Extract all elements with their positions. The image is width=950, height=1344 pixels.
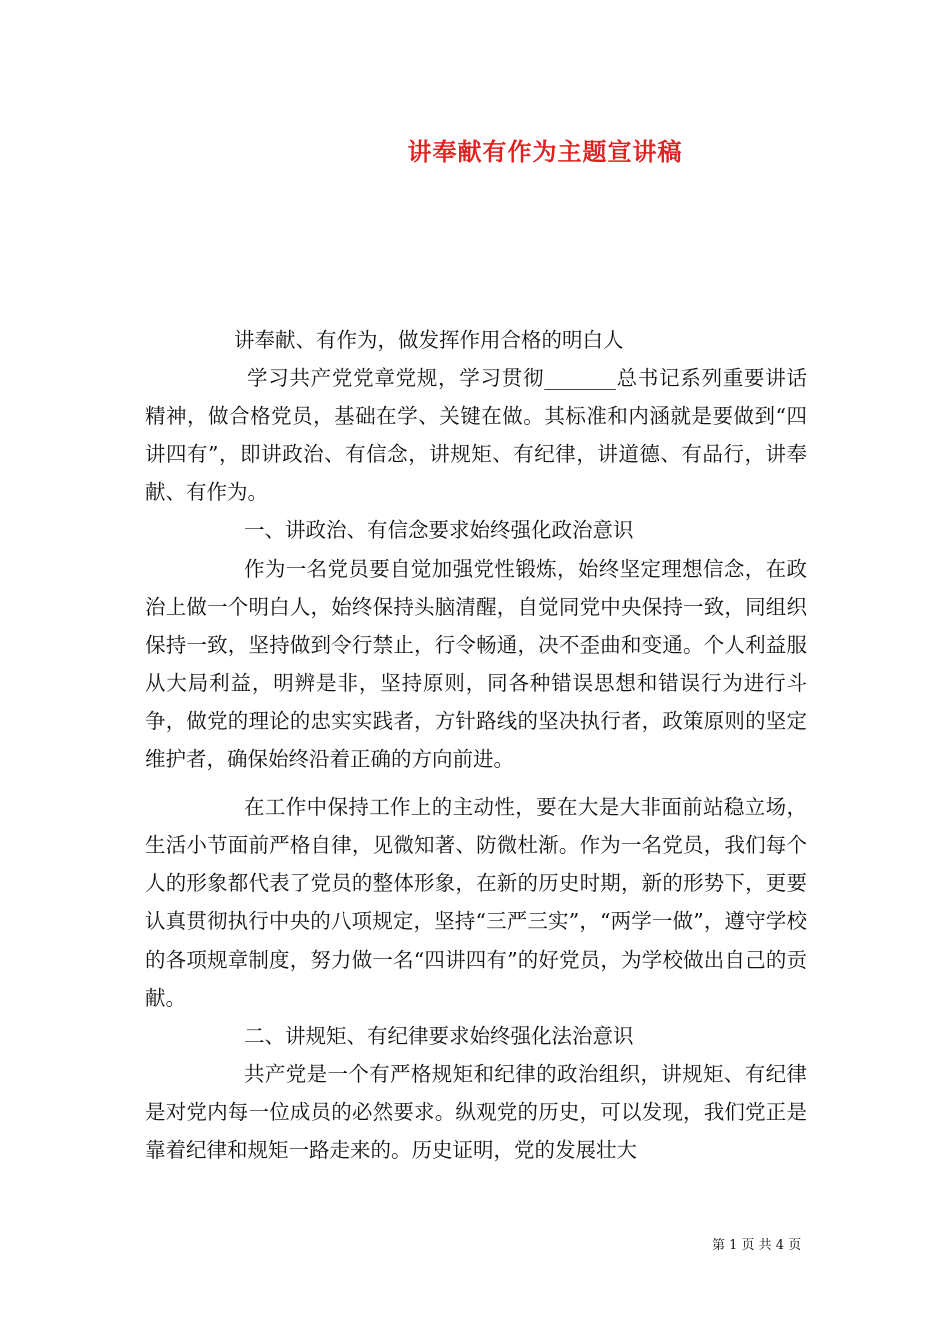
paragraph-section-1: 作为一名党员要自觉加强党性锻炼，始终坚定理想信念，在政治上做一个明白人，始终保持头脑清醒，自觉同党中央保持一致，同组织保持一致，坚持做到令行禁止，行令畅通，决不歪曲和变通。个人利益服从大局利益，明辨是非，坚持原则，同各种错误思想和错误行为进行斗争，做党的理论的忠实实践者，方针路线的坚决执行者，政策原则的坚定维护者，确保始终沿着正确的方向前进。: [145, 556, 807, 772]
document-body: [145, 321, 807, 1169]
section-heading-2: 二、讲规矩、有纪律要求始终强化法治意识: [244, 1023, 634, 1048]
paragraph-intro: 学习共产党党章党规，学习贯彻_______总书记系列重要讲话精神，做合格党员，基础在学、关键在做。其标准和内涵就是要做到“四讲四有”，即讲政治、有信念，讲规矩、有纪律，讲道德、有品行，讲奉献、有作为。: [145, 366, 807, 505]
paragraph-gap: [145, 778, 807, 788]
document-subtitle: 讲奉献、有作为，做发挥作用合格的明白人: [234, 328, 624, 352]
document-title: 讲奉献有作为主题宣讲稿: [407, 137, 683, 166]
section-heading-1: 一、讲政治、有信念要求始终强化政治意识: [244, 518, 634, 543]
paragraph-section-2: 共产党是一个有严格规矩和纪律的政治组织，讲规矩、有纪律是对党内每一位成员的必然要求。纵观党的历史，可以发现，我们党正是靠着纪律和规矩一路走来的。历史证明，党的发展壮大: [145, 1061, 807, 1162]
paragraph-section-1-cont: 在工作中保持工作上的主动性，要在大是大非面前站稳立场，生活小节面前严格自律，见微知著、防微杜渐。作为一名党员，我们每个人的形象都代表了党员的整体形象，在新的历史时期，新的形势下，更要认真贯彻执行中央的八项规定，坚持“三严三实”，“两学一做”，遵守学校的各项规章制度，努力做一名“四讲四有”的好党员，为学校做出自己的贡献。: [145, 795, 807, 1010]
page-number: 第 1 页 共 4 页: [712, 1238, 802, 1253]
